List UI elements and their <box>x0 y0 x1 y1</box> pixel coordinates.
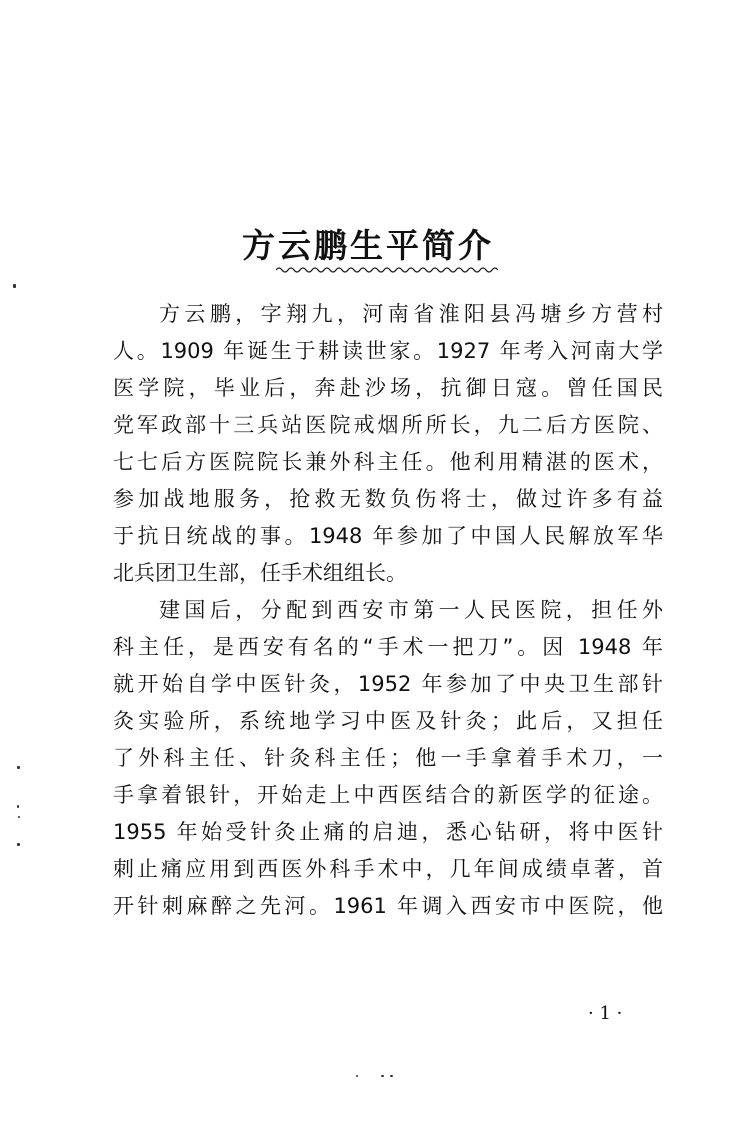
text-line: 建国后，分配到西安市第一人民医院，担任外 <box>159 598 663 622</box>
title-wavy-underline <box>276 266 498 274</box>
text-line: 灸实验所，系统地学习中医及针灸；此后，又担任 <box>113 709 663 733</box>
scan-speck <box>13 284 16 288</box>
text-line: 手拿着银针，开始走上中西医结合的新医学的征途。 <box>113 783 663 807</box>
biography-text <box>113 296 663 925</box>
text-line: 方云鹏，字翔九，河南省淮阳县冯塘乡方营村 <box>159 302 663 326</box>
text-line: 于抗日统战的事。1948 年参加了中国人民解放军华 <box>113 524 663 548</box>
text-line: 开针刺麻醉之先河。1961 年调入西安市中医院，他 <box>113 894 663 918</box>
text-line: 了外科主任、针灸科主任；他一手拿着手术刀，一 <box>113 746 663 770</box>
text-line: 就开始自学中医针灸，1952 年参加了中央卫生部针 <box>113 672 663 696</box>
scan-speck <box>381 1075 384 1077</box>
text-line: 刺止痛应用到西医外科手术中，几年间成绩卓著，首 <box>113 857 663 881</box>
scan-speck <box>17 805 19 808</box>
scan-speck <box>18 816 20 818</box>
text-line: 参加战地服务，抢救无数负伤将士，做过许多有益 <box>113 487 663 511</box>
scan-speck <box>17 766 20 769</box>
text-line: 人。1909 年诞生于耕读世家。1927 年考入河南大学 <box>113 339 663 363</box>
text-line: 1955 年始受针灸止痛的启迪，悉心钻研，将中医针 <box>113 820 663 844</box>
scan-speck <box>356 1075 358 1077</box>
text-line: 七七后方医院院长兼外科主任。他利用精湛的医术， <box>113 450 663 474</box>
scan-speck <box>390 1075 393 1077</box>
text-line: 党军政部十三兵站医院戒烟所所长，九二后方医院、 <box>113 413 663 437</box>
scan-speck <box>17 843 20 846</box>
text-line: 北兵团卫生部，任手术组组长。 <box>113 561 407 585</box>
text-line: 医学院，毕业后，奔赴沙场，抗御日寇。曾任国民 <box>113 376 663 400</box>
text-line: 科主任，是西安有名的“手术一把刀”。因 1948 年 <box>113 635 663 659</box>
page-number: · 1 · <box>588 1003 623 1024</box>
page-title: 方云鹏生平简介 <box>242 226 494 265</box>
